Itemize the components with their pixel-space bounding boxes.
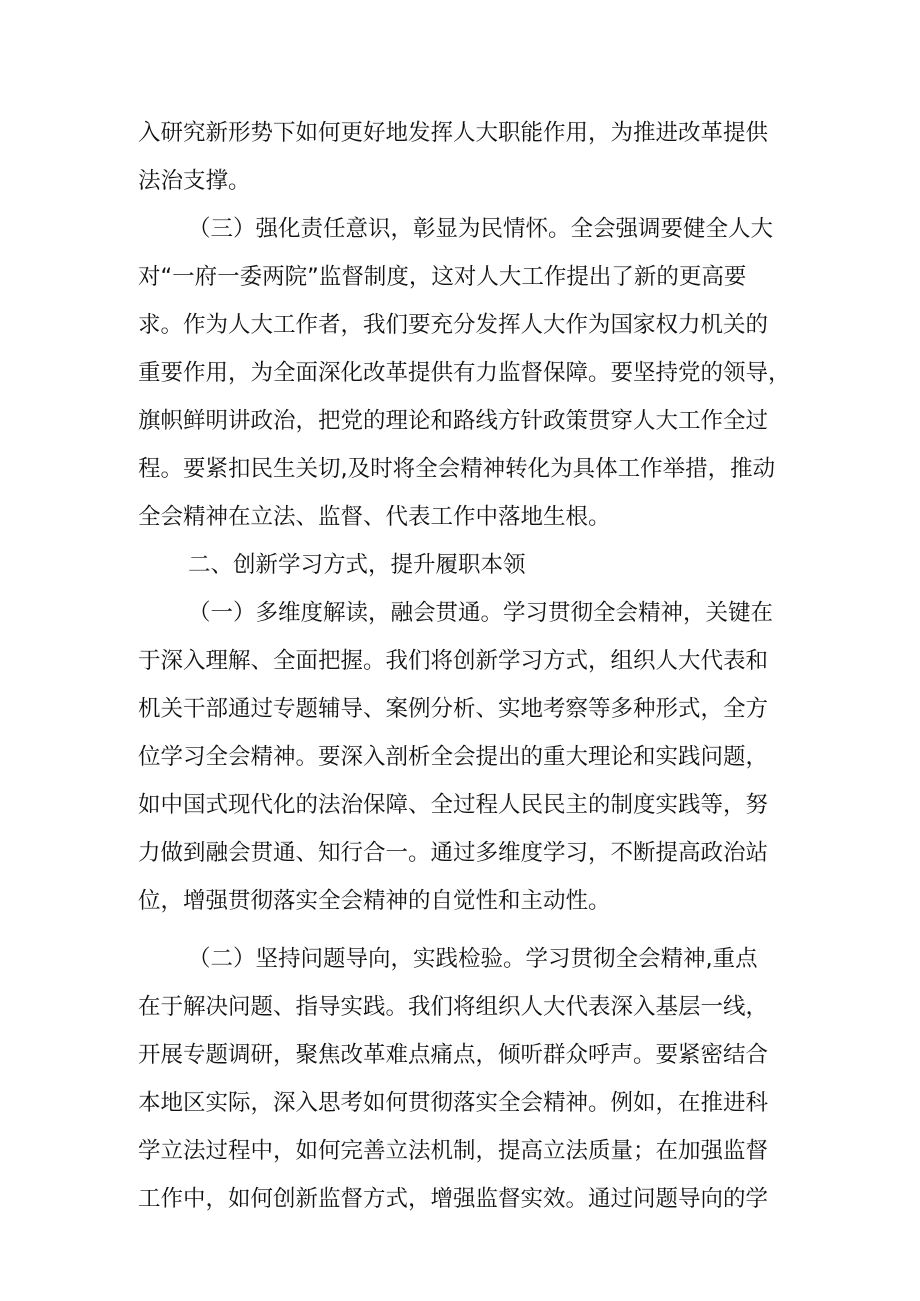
section-heading-2-sub: （二）坚持问题导向，实践检验。学习贯彻全会精神,重点	[188, 946, 758, 972]
text-line: 如中国式现代化的法治保障、全过程人民民主的制度实践等，努	[138, 792, 769, 818]
text-line: 求。作为人大工作者，我们要充分发挥人大作为国家权力机关的	[138, 312, 769, 338]
text-line: 重要作用，为全面深化改革提供有力监督保障。要坚持党的领导，	[138, 360, 791, 386]
text-line: 位学习全会精神。要深入剖析全会提出的重大理论和实践问题，	[138, 744, 769, 770]
section-heading-2: 二、创新学习方式，提升履职本领	[188, 552, 526, 578]
text-line: 法治支撑。	[138, 168, 251, 194]
text-line: 对“一府一委两院”监督制度，这对人大工作提出了新的更高要	[138, 264, 747, 290]
text-line: 机关干部通过专题辅导、案例分析、实地考察等多种形式，全方	[138, 696, 769, 722]
document-body-lower	[138, 935, 794, 1223]
text-line: 工作中，如何创新监督方式，增强监督实效。通过问题导向的学	[138, 1186, 769, 1212]
section-heading-3: （三）强化责任意识，彰显为民情怀。全会强调要健全人大	[188, 216, 774, 242]
text-line: 程。要紧扣民生关切,及时将全会精神转化为具体工作举措，推动	[138, 456, 776, 482]
text-line: 在于解决问题、指导实践。我们将组织人大代表深入基层一线，	[138, 994, 769, 1020]
text-line: 力做到融会贯通、知行合一。通过多维度学习，不断提高政治站	[138, 840, 769, 866]
document-body-upper	[138, 109, 794, 925]
text-line: 开展专题调研，聚焦改革难点痛点，倾听群众呼声。要紧密结合	[138, 1042, 769, 1068]
text-line: 于深入理解、全面把握。我们将创新学习方式，组织人大代表和	[138, 648, 769, 674]
text-line: 全会精神在立法、监督、代表工作中落地生根。	[138, 504, 611, 530]
text-line: 位，增强贯彻落实全会精神的自觉性和主动性。	[138, 888, 611, 914]
text-line: 入研究新形势下如何更好地发挥人大职能作用，为推进改革提供	[138, 120, 769, 146]
text-line: 本地区实际，深入思考如何贯彻落实全会精神。例如，在推进科	[138, 1090, 769, 1116]
section-heading-1: （一）多维度解读，融会贯通。学习贯彻全会精神，关键在	[188, 600, 774, 626]
text-line: 学立法过程中，如何完善立法机制，提高立法质量；在加强监督	[138, 1138, 769, 1164]
text-line: 旗帜鲜明讲政治，把党的理论和路线方针政策贯穿人大工作全过	[138, 408, 769, 434]
